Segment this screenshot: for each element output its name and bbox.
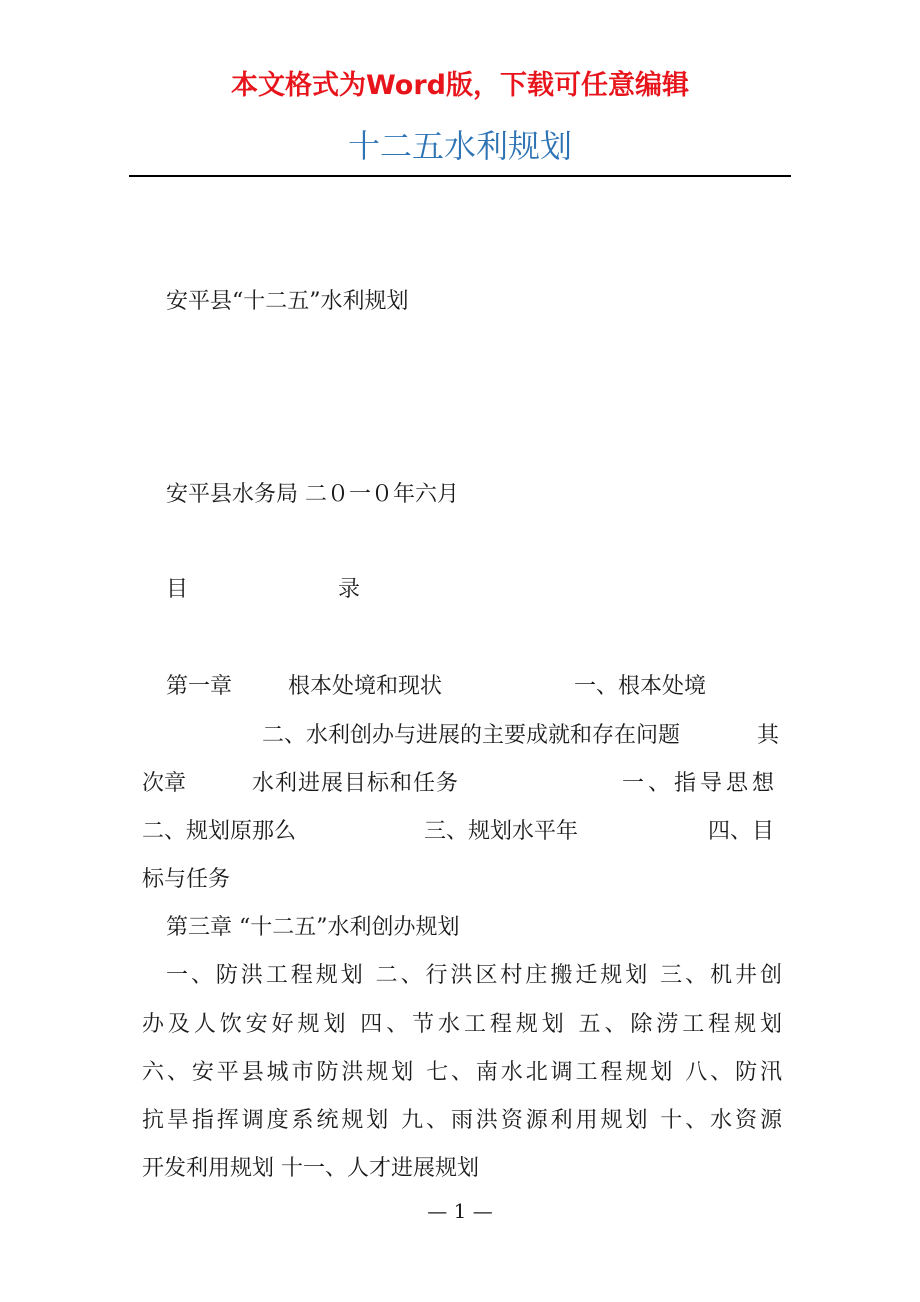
toc-heading-left: 目 — [166, 577, 189, 602]
document-title: 十二五水利规划 — [347, 127, 572, 165]
page-number: — 1 — — [427, 1199, 493, 1223]
header-divider — [129, 175, 791, 177]
chapter-1-label: 第一章 — [166, 674, 233, 699]
chapter-3-heading: 第三章 “十二五”水利创办规划 — [166, 915, 460, 940]
chapter-2-label-part-1: 其 — [757, 723, 780, 748]
chapter-3-line-1: 一、防洪工程规划 二、行洪区村庄搬迁规划 三、机井创 — [166, 963, 782, 988]
chapter-1-item-1: 一、根本处境 — [574, 674, 707, 699]
chapter-1-title: 根本处境和现状 — [288, 674, 443, 699]
chapter-2-title: 水利进展目标和任务 — [252, 771, 460, 796]
chapter-2-item-4-part-2: 标与任务 — [142, 867, 231, 892]
issuer-date: 安平县水务局 二０一０年六月 — [166, 482, 459, 507]
chapter-3-line-4: 抗旱指挥调度系统规划 九、雨洪资源利用规划 十、水资源 — [142, 1108, 782, 1133]
format-notice-banner: 本文格式为Word版，下载可任意编辑 — [230, 70, 689, 101]
chapter-2-item-2: 二、规划原那么 — [142, 819, 297, 844]
chapter-3-line-2: 办及人饮安好规划 四、节水工程规划 五、除涝工程规划 — [142, 1012, 782, 1037]
cover-title: 安平县“十二五”水利规划 — [166, 289, 409, 314]
chapter-2-item-3: 三、规划水平年 — [424, 819, 579, 844]
chapter-2-item-1: 一、指导思想 — [622, 771, 779, 796]
chapter-1-item-2: 二、水利创办与进展的主要成就和存在问题 — [262, 723, 681, 748]
chapter-2-item-4-part-1: 四、目 — [708, 819, 775, 844]
toc-heading-right: 录 — [338, 577, 361, 602]
chapter-3-line-3: 六、安平县城市防洪规划 七、南水北调工程规划 八、防汛 — [142, 1060, 782, 1085]
chapter-3-line-5: 开发利用规划 十一、人才进展规划 — [142, 1156, 479, 1181]
chapter-2-label-part-2: 次章 — [142, 771, 187, 796]
